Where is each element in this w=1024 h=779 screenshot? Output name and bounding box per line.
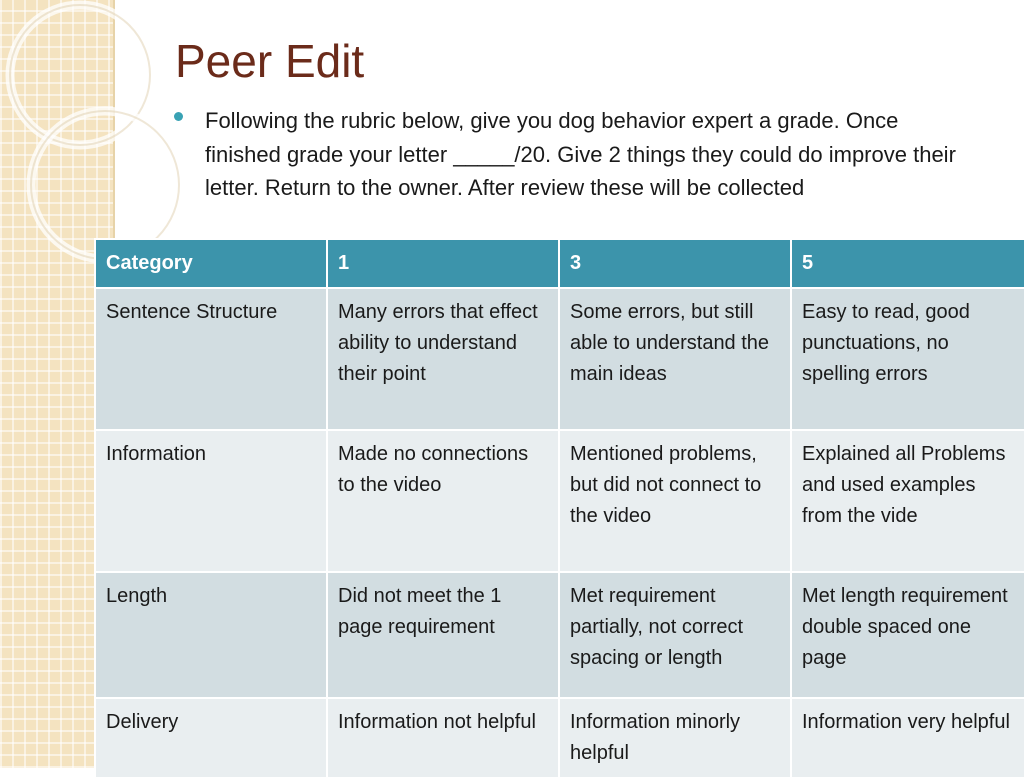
score-1-cell: Many errors that effect ability to understand their point <box>327 288 559 430</box>
bullet-dot-icon <box>174 112 183 121</box>
score-5-cell: Information very helpful <box>791 698 1024 778</box>
slide-title: Peer Edit <box>175 35 365 87</box>
score-5-cell: Explained all Problems and used examples from the vide <box>791 430 1024 572</box>
row-category-cell: Length <box>95 572 327 698</box>
score-5-cell: Easy to read, good punctuations, no spelling errors <box>791 288 1024 430</box>
instruction-bullet <box>172 104 972 205</box>
score-3-cell: Some errors, but still able to understand the main ideas <box>559 288 791 430</box>
score-3-cell: Information minorly helpful <box>559 698 791 778</box>
rubric-table <box>94 238 1024 779</box>
score-1-cell: Did not meet the 1 page requirement <box>327 572 559 698</box>
score-3-cell: Mentioned problems, but did not connect to the video <box>559 430 791 572</box>
row-category-cell: Sentence Structure <box>95 288 327 430</box>
header-score-3: 3 <box>559 239 791 288</box>
row-category-cell: Information <box>95 430 327 572</box>
score-3-cell: Met requirement partially, not correct spacing or length <box>559 572 791 698</box>
rubric-row-delivery <box>95 698 1024 778</box>
rubric-header-row <box>95 239 1024 288</box>
header-score-1: 1 <box>327 239 559 288</box>
score-1-cell: Information not helpful <box>327 698 559 778</box>
rubric-row-information <box>95 430 1024 572</box>
header-category: Category <box>95 239 327 288</box>
score-5-cell: Met length requirement double spaced one page <box>791 572 1024 698</box>
header-score-5: 5 <box>791 239 1024 288</box>
rubric-row-length <box>95 572 1024 698</box>
row-category-cell: Delivery <box>95 698 327 778</box>
instruction-text: Following the rubric below, give you dog behavior expert a grade. Once finished grade your letter _____/20. Give 2 things they could do improve their letter. Return to the owner. After review these will be collected <box>205 108 956 200</box>
rubric-row-sentence-structure <box>95 288 1024 430</box>
score-1-cell: Made no connections to the video <box>327 430 559 572</box>
